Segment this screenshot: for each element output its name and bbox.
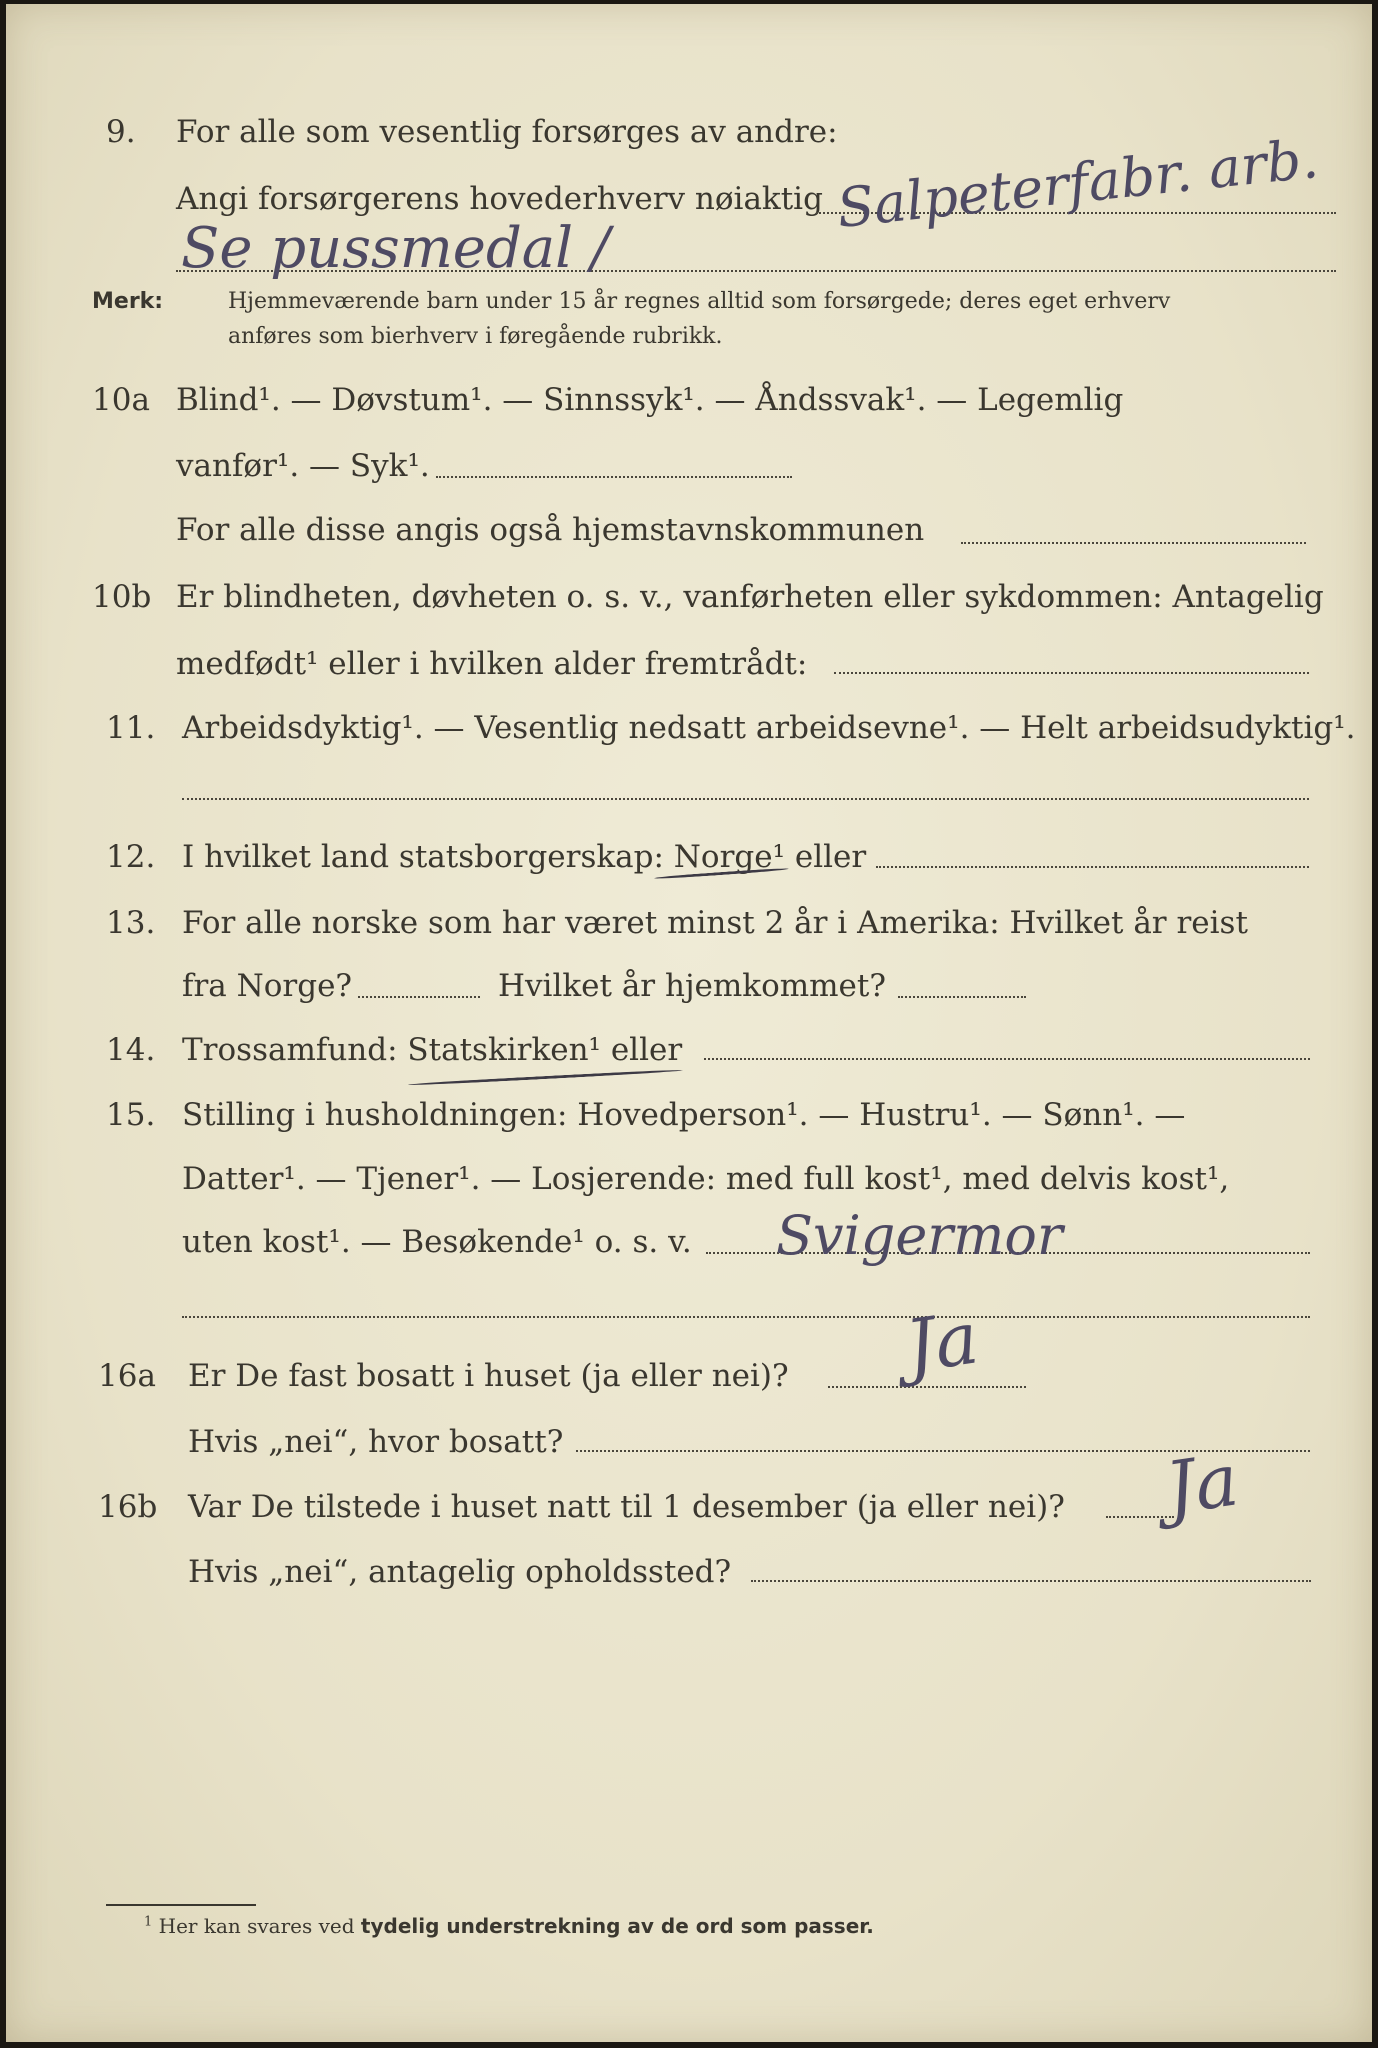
item-11-text: Arbeidsdyktig¹. — Vesentlig nedsatt arbeidsevne¹. — Helt arbeidsudyktig¹.: [182, 710, 1356, 746]
answer-line: [704, 1058, 1310, 1060]
item-13-text: For alle norske som har været minst 2 år i Amerika: Hvilket år reist: [182, 905, 1248, 941]
merk-text-2: anføres som bierhverv i føregående rubrikk.: [228, 324, 723, 349]
handwritten-answer-16b: Ja: [1160, 1437, 1244, 1531]
item-16b-number: 16b: [98, 1489, 158, 1525]
answer-line: [898, 996, 1026, 998]
form-page: [6, 4, 1372, 2042]
answer-line: [961, 542, 1306, 544]
item-9-number: 9.: [106, 114, 136, 150]
answer-line: [1106, 1516, 1174, 1518]
item-12-text: I hvilket land statsborgerskap: Norge¹ eller: [182, 839, 867, 875]
item-15-text-2: Datter¹. — Tjener¹. — Losjerende: med full kost¹, med delvis kost¹,: [182, 1161, 1230, 1197]
footnote-text-bold: tydelig understrekning av de ord som passer.: [360, 1914, 874, 1938]
answer-line: [182, 798, 1309, 800]
item-9-text-2: Angi forsørgerens hovederhverv nøiaktig: [176, 181, 823, 217]
item-10a-text: Blind¹. — Døvstum¹. — Sinnssyk¹. — Åndssvak¹. — Legemlig: [176, 382, 1124, 418]
answer-line: [358, 996, 480, 998]
handwritten-answer-16a: Ja: [900, 1295, 984, 1389]
item-13-text-3: Hvilket år hjemkommet?: [498, 968, 886, 1004]
item-16a-text-2: Hvis „nei“, hvor bosatt?: [188, 1424, 564, 1460]
item-16b-text-2: Hvis „nei“, antagelig opholdssted?: [188, 1554, 732, 1590]
answer-line: [834, 672, 1309, 674]
handwritten-answer-provider: Salpeterfabr. arb.: [834, 126, 1322, 241]
answer-line: [876, 866, 1309, 868]
merk-text-1: Hjemmeværende barn under 15 år regnes alltid som forsørgede; deres eget erhverv: [228, 289, 1171, 314]
handwritten-answer-position: Svigermor: [776, 1204, 1063, 1267]
item-10a-number: 10a: [92, 382, 150, 418]
item-10b-text-2: medfødt¹ eller i hvilken alder fremtrådt:: [176, 646, 808, 682]
item-16b-text: Var De tilstede i huset natt til 1 desember (ja eller nei)?: [188, 1489, 1065, 1525]
footnote-rule: [106, 1904, 256, 1906]
footnote: [144, 1912, 874, 1940]
item-10b-number: 10b: [92, 579, 152, 615]
footnote-marker: 1: [144, 1914, 153, 1930]
item-10a-text-3: For alle disse angis også hjemstavnskommunen: [176, 512, 925, 548]
item-14-number: 14.: [106, 1032, 156, 1068]
answer-line: [436, 476, 792, 478]
item-10a-text-2: vanfør¹. — Syk¹.: [176, 448, 430, 484]
item-15-text-3: uten kost¹. — Besøkende¹ o. s. v.: [182, 1224, 692, 1260]
handwritten-answer-provider-2: Se pussmedal /: [181, 216, 610, 281]
item-12-number: 12.: [106, 839, 156, 875]
handwritten-underline-statskirken: [408, 1069, 683, 1086]
item-16a-number: 16a: [98, 1358, 156, 1394]
merk-label: Merk:: [92, 289, 164, 314]
item-15-text: Stilling i husholdningen: Hovedperson¹. — Hustru¹. — Sønn¹. —: [182, 1097, 1186, 1133]
answer-line: [751, 1580, 1311, 1582]
item-9-text: For alle som vesentlig forsørges av andre:: [176, 114, 838, 150]
item-10b-text: Er blindheten, døvheten o. s. v., vanførheten eller sykdommen: Antagelig: [176, 579, 1324, 615]
footnote-text-plain: Her kan svares ved: [158, 1914, 355, 1938]
item-11-number: 11.: [106, 710, 156, 746]
item-13-text-2: fra Norge?: [182, 968, 353, 1004]
answer-line: [182, 1316, 1310, 1318]
item-16a-text: Er De fast bosatt i huset (ja eller nei)?: [188, 1358, 789, 1394]
item-14-text: Trossamfund: Statskirken¹ eller: [182, 1032, 683, 1068]
item-13-number: 13.: [106, 905, 156, 941]
item-15-number: 15.: [106, 1097, 156, 1133]
